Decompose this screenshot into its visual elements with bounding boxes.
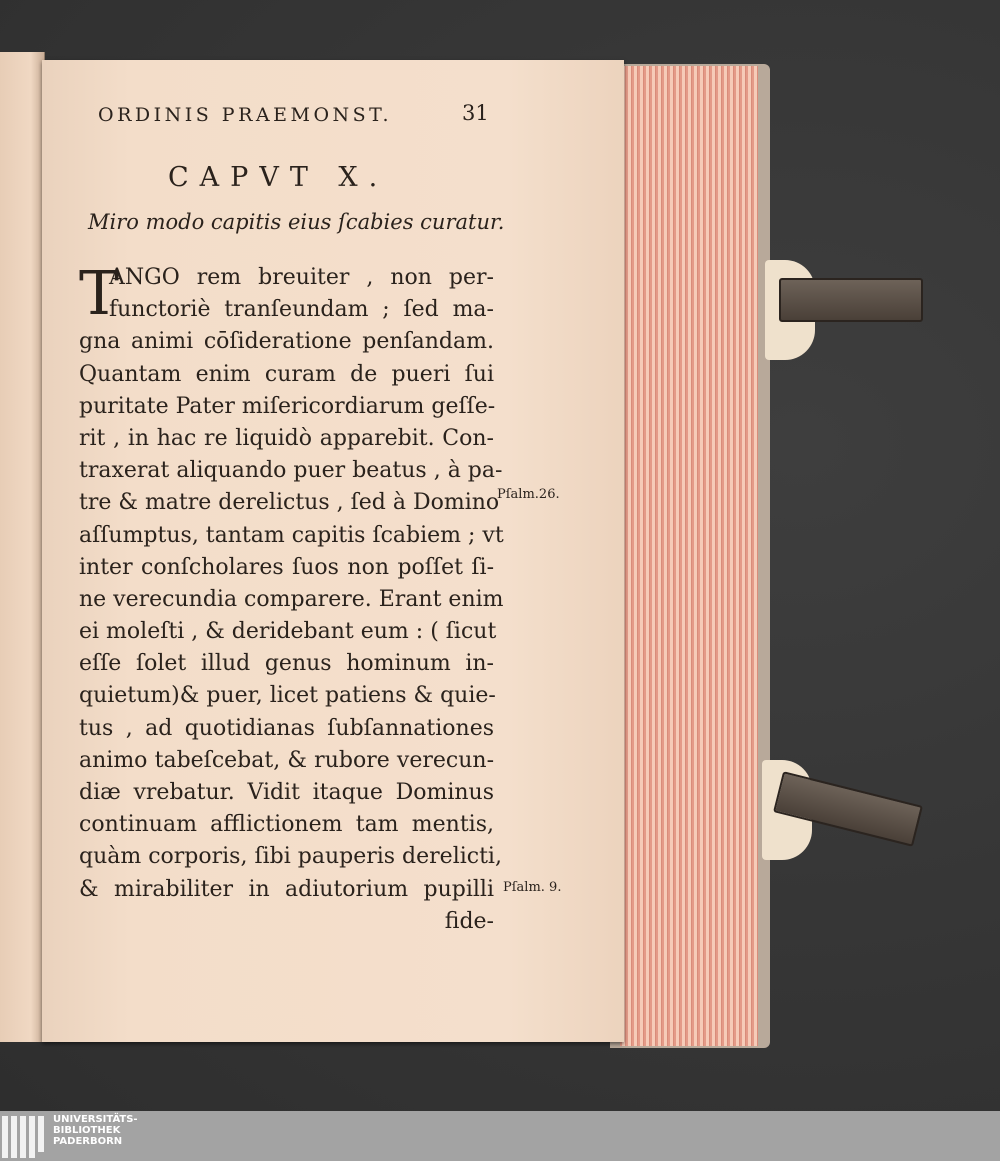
- left-page-edge: [0, 52, 45, 1042]
- drop-cap: T: [79, 259, 120, 329]
- logo-line: BIBLIOTHEK: [53, 1125, 121, 1136]
- text-line: eſſe ſolet illud genus hominum in-: [79, 651, 494, 677]
- text-line: ei moleſti , & deridebant eum : ( ſicut: [79, 619, 497, 645]
- footer-bar: [0, 1111, 1000, 1161]
- text-line: aſſumptus, tantam capitis ſcabiem ; vt: [79, 522, 504, 548]
- text-line: animo tabeſcebat, & rubore verecun-: [79, 747, 494, 773]
- clasp-bottom: [762, 760, 922, 860]
- logo-line: UNIVERSITÄTS-: [53, 1114, 138, 1125]
- logo-line: PADERBORN: [53, 1136, 123, 1147]
- margin-note: Pſalm. 9.: [503, 880, 562, 895]
- text-line: ANGO rem breuiter , non per-: [109, 265, 494, 290]
- text-line: tre & matre derelictus , ſed à Domino: [79, 490, 500, 516]
- text-line: functoriè tranſeundam ; ſed ma-: [109, 297, 494, 323]
- chapter-summary: Miro modo capitis eius ſcabies curatur.: [88, 210, 505, 234]
- body-text: [79, 259, 504, 938]
- text-line: Quantam enim curam de pueri ſui: [79, 361, 494, 387]
- text-line: quietum)& puer, licet patiens & quie-: [79, 683, 496, 709]
- text-line: inter conſcholares ſuos non poſſet ſi-: [79, 554, 494, 580]
- text-line: tus , ad quotidianas ſubſannationes: [79, 715, 494, 741]
- running-head: ORDINIS PRAEMONST.: [98, 104, 393, 126]
- catchword: fide-: [444, 908, 494, 934]
- text-line: & mirabiliter in adiutorium pupilli: [79, 876, 494, 902]
- margin-note: Pſalm.26.: [497, 487, 560, 502]
- library-logo-text: [53, 1114, 138, 1147]
- text-line: diæ vrebatur. Vidit itaque Dominus: [79, 780, 494, 805]
- text-line: rit , in hac re liquidò apparebit. Con-: [79, 425, 494, 451]
- text-line: gna animi cōſideratione penſandam.: [79, 329, 494, 355]
- text-line: ne verecundia comparere. Erant enim: [79, 586, 504, 612]
- chapter-heading: CAPVT X.: [168, 162, 389, 193]
- clasp-top: [765, 260, 925, 360]
- page-number: 31: [462, 101, 489, 125]
- page-edges: [620, 66, 758, 1046]
- text-line: puritate Pater miſericordiarum geſſe-: [79, 393, 496, 419]
- text-line: traxerat aliquando puer beatus , à pa-: [79, 458, 503, 484]
- text-line: continuam afflictionem tam mentis,: [79, 812, 494, 838]
- text-line: quàm corporis, ſibi pauperis derelicti,: [79, 844, 502, 870]
- library-logo-icon: [2, 1116, 44, 1158]
